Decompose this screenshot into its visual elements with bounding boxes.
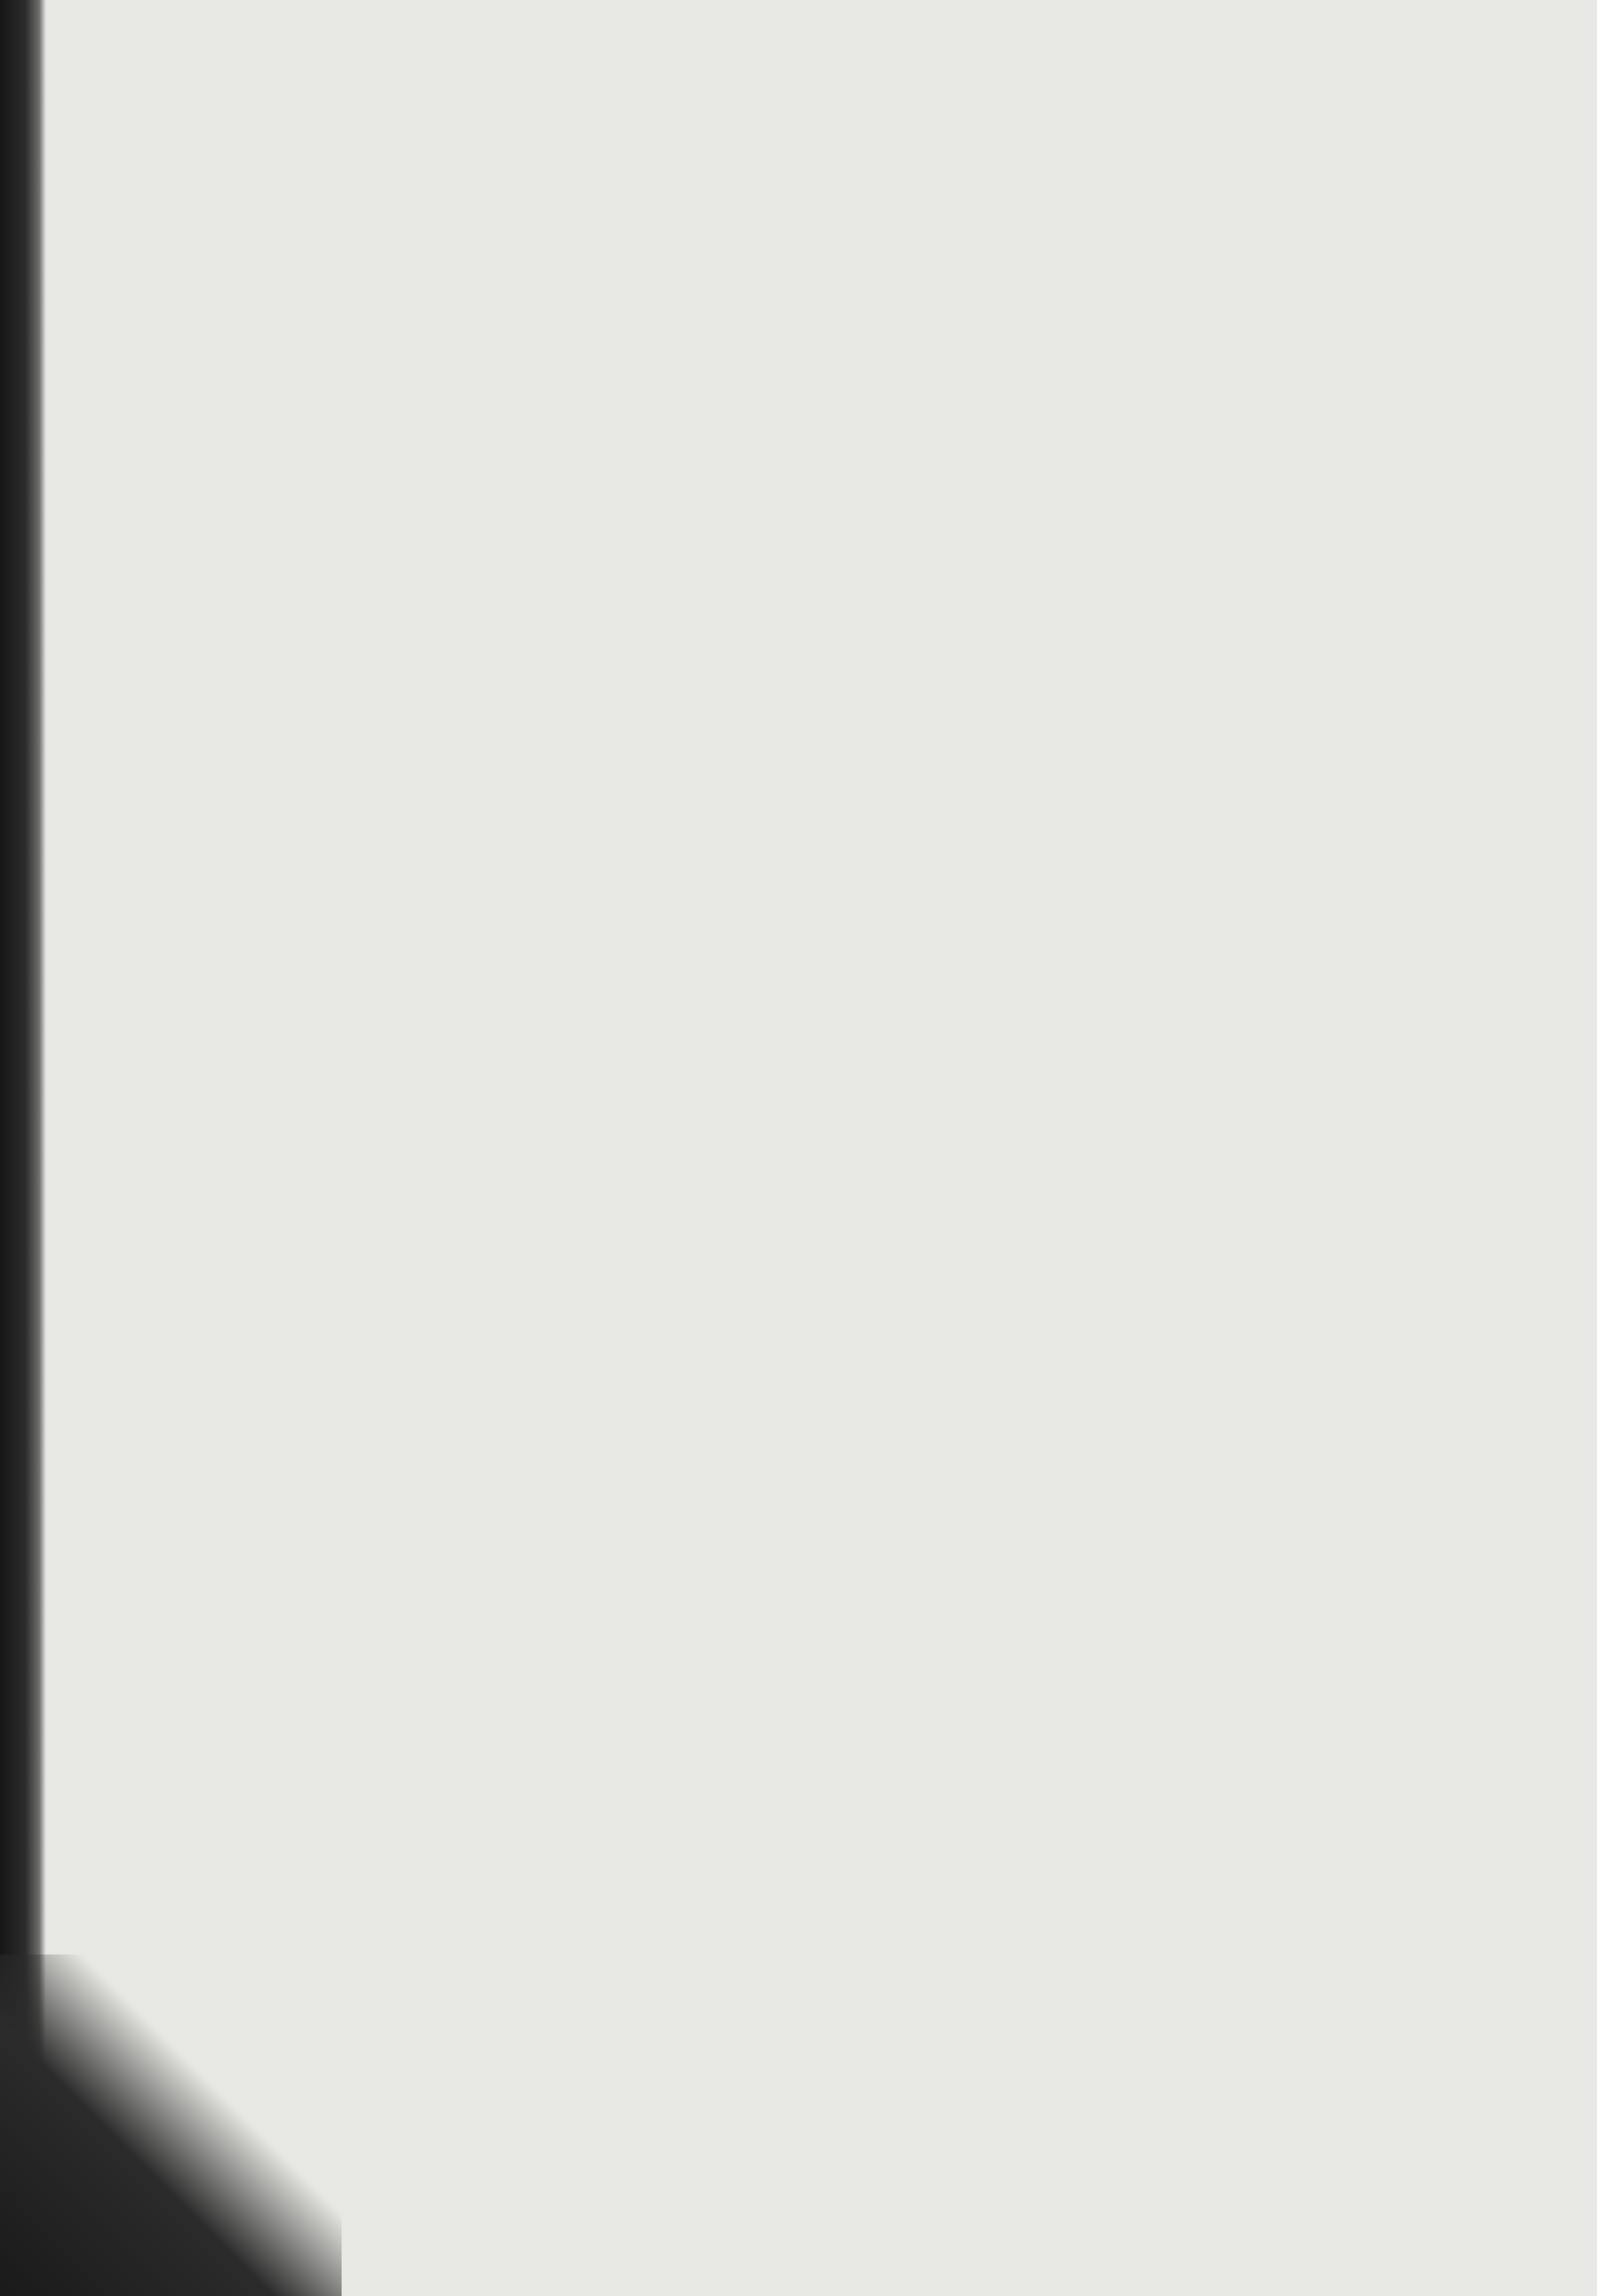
- hdr-haeuser: [1280, 210, 1306, 309]
- scan-shadow-corner: [0, 1954, 342, 2296]
- col-fortlaufende-nummer: [231, 118, 255, 315]
- hdr-evangelisch: [949, 243, 968, 309]
- hdr-andere: [1068, 243, 1087, 309]
- hdr-deutsch: [1117, 243, 1136, 309]
- hdr-israelitisch: [1021, 243, 1041, 309]
- hdr-andere2: [1234, 243, 1253, 309]
- scan-shadow-left: [0, 0, 46, 2296]
- hdr-katholisch: [893, 243, 913, 309]
- hdr-boehm: [1181, 238, 1201, 313]
